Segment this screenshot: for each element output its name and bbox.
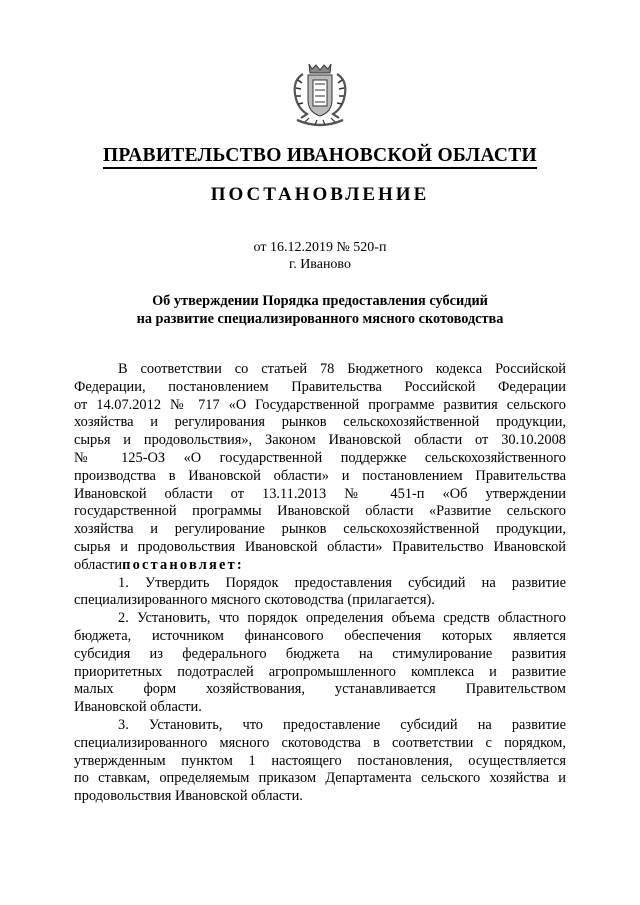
- preamble: В соответствии со статьей 78 Бюджетного кодекса Российской Федерации, постановлением Правительства Российской Федерации от 14.07.2012 № 717 «О Государственной программе развития сельского хозяйства и регулирования рынков сельскохозяйственной продукции, сырья и продовольствия», Законом Ивановской области от 30.10.2008 № 125-ОЗ «О государственной поддержке сельскохозяйственного производства в Ивановской области» и постановлением Правительства Ивановской области от 13.11.2013 № 451-п «Об утверждении государственной программы Ивановской области «Развитие сельского хозяйства и регулирование рынков сельскохозяйственной продукции, сырья и продовольствия Ивановской области» Правительство Ивановской областипостановляет:: [74, 361, 566, 573]
- city: г. Иваново: [289, 257, 351, 272]
- document-body: [74, 361, 566, 806]
- document-title: Об утверждении Порядка предоставления субсидий на развитие специализированного мясного скотоводства: [136, 293, 504, 327]
- document-type: ПОСТАНОВЛЕНИЕ: [210, 184, 430, 205]
- date-block: [0, 239, 640, 273]
- item-2: 2. Установить, что порядок определения объема средств областного бюджета, источником финансового обеспечения которых является субсидия из федерального бюджета на стимулирование развития приоритетных подотраслей агропромышленного комплекса и развитие малых форм хозяйствования, устанавливается Правительством Ивановской области.: [74, 610, 566, 716]
- date-and-number: от 16.12.2019 № 520-п: [253, 240, 387, 255]
- item-1: 1. Утвердить Порядок предоставления субсидий на развитие специализированного мясного скотоводства (прилагается).: [74, 574, 566, 609]
- organization-name: ПРАВИТЕЛЬСТВО ИВАНОВСКОЙ ОБЛАСТИ: [0, 145, 640, 167]
- resolves-word: постановляет:: [122, 556, 244, 573]
- coat-of-arms-icon: [287, 60, 353, 130]
- item-3: 3. Установить, что предоставление субсидий на развитие специализированного мясного скотоводства в соответствии с порядком, утвержденным пунктом 1 настоящего постановления, осуществляется по ставкам, определяемым приказом Департамента сельского хозяйства и продовольствия Ивановской области.: [74, 716, 566, 805]
